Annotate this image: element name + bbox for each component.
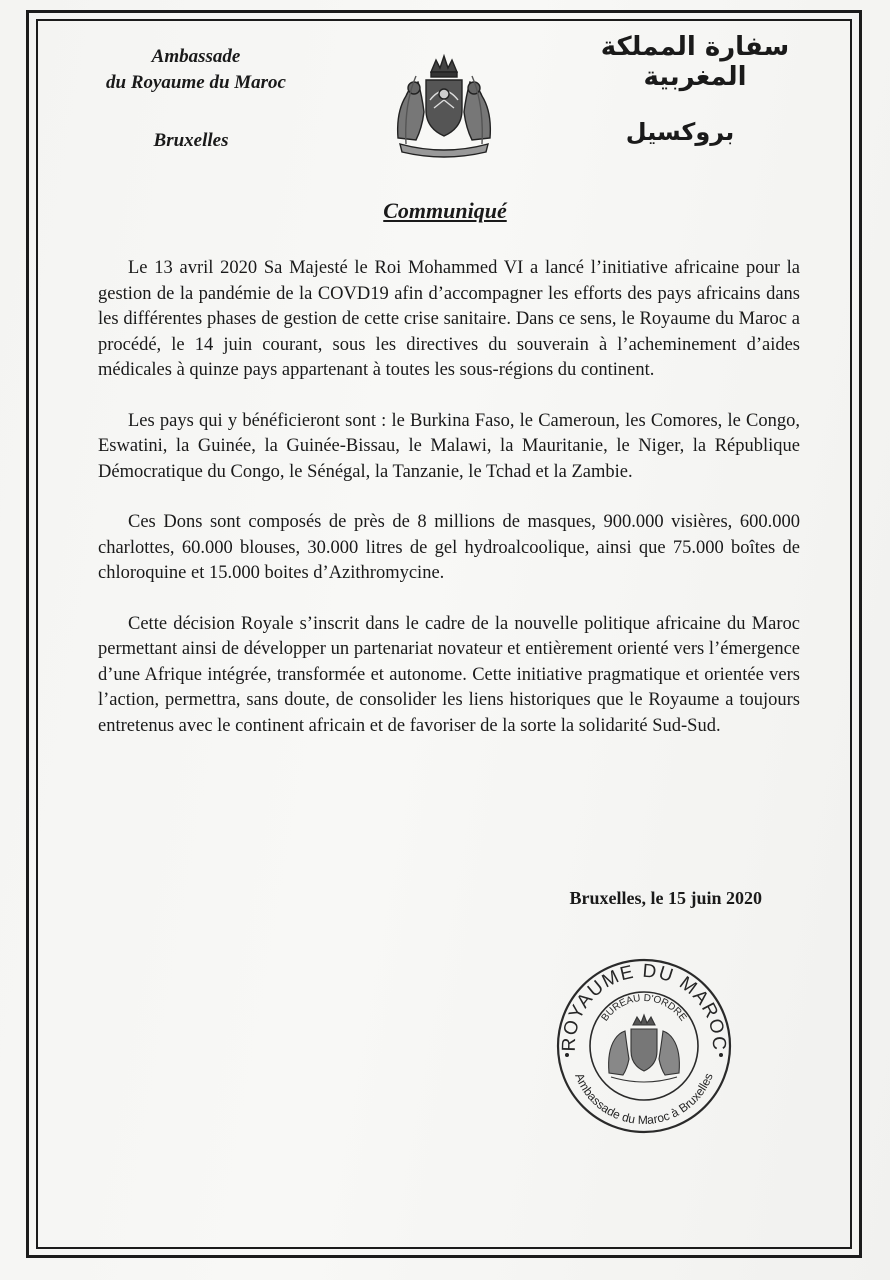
letterhead-french xyxy=(46,44,346,96)
document-body xyxy=(98,256,800,764)
letterhead-arabic: سفارة المملكة المغربية xyxy=(600,32,790,92)
document-title: Communiqué xyxy=(383,198,507,223)
official-seal-icon xyxy=(553,955,735,1137)
seal-bottom-text: Ambassade du Maroc à Bruxelles xyxy=(572,1071,716,1128)
svg-text:Ambassade du Maroc à Bruxelles xyxy=(572,1071,715,1127)
coat-of-arms-icon xyxy=(386,52,502,160)
letterhead-arabic-city: بروكسيل xyxy=(625,118,735,146)
letterhead-line-1: Ambassade xyxy=(151,46,241,67)
letterhead-line-2: du Royaume du Maroc xyxy=(106,72,286,93)
seal-outer-text: ROYAUME DU MAROC xyxy=(558,960,730,1052)
letterhead-city: Bruxelles xyxy=(153,130,229,151)
date-line: Bruxelles, le 15 juin 2020 xyxy=(569,888,762,908)
paragraph-4: Cette décision Royale s’inscrit dans le cadre de la nouvelle politique africaine du Maroc permettant ainsi de développer un partenariat novateur et entièrement orienté vers l’émergence d’une Afrique intégrée, transformée et autonome. Cette initiative pragmatique et orientée vers l’action, permettra, sans doute, de consolider les liens historiques que le Royaume a toujours entretenus avec le continent africain et de favoriser de la sorte la solidarité Sud-Sud. xyxy=(98,613,800,736)
paragraph-2: Les pays qui y bénéficieront sont : le Burkina Faso, le Cameroun, les Comores, le Congo, Eswatini, la Guinée, la Guinée-Bissau, le Malawi, la Mauritanie, le Niger, la République Démocratique du Congo, le Sénégal, la Tanzanie, le Tchad et la Zambie. xyxy=(98,410,800,482)
paragraph-3: Ces Dons sont composés de près de 8 millions de masques, 900.000 visières, 600.000 charlottes, 60.000 blouses, 30.000 litres de gel hydroalcoolique, ainsi que 75.000 boîtes de chloroquine et 15.000 boites d’Azithromycine. xyxy=(98,512,800,583)
paragraph-1: Le 13 avril 2020 Sa Majesté le Roi Mohammed VI a lancé l’initiative africaine pour la gestion de la pandémie de la COVD19 afin d’accompagner les efforts des pays africains dans les différentes phases de gestion de cette crise sanitaire. Dans ce sens, le Royaume du Maroc a procédé, le 14 juin courant, sous les directives du souverain à l’acheminement d’aides médicales à quinze pays appartenant à toutes les sous-régions du continent. xyxy=(98,258,800,380)
seal-inner-text: BUREAU D'ORDRE xyxy=(599,992,689,1024)
